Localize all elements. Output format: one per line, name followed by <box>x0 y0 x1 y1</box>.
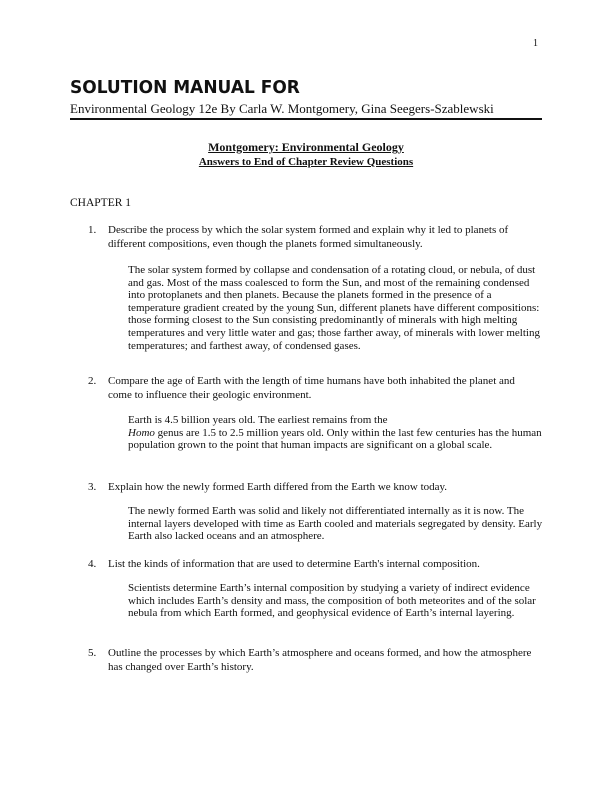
answer-italic-genus: Homo <box>128 426 155 439</box>
question-2 <box>88 374 538 402</box>
document-title: SOLUTION MANUAL FOR <box>70 77 300 99</box>
question-text: Outline the processes by which Earth’s atmosphere and oceans formed, and how the atmosphere has changed over Earth’s history. <box>108 647 532 673</box>
question-number: 1. <box>88 224 97 236</box>
chapter-heading: CHAPTER 1 <box>70 197 132 209</box>
question-number: 3. <box>88 481 97 493</box>
question-number: 4. <box>88 558 97 570</box>
question-text: List the kinds of information that are used to determine Earth's internal composition. <box>108 558 480 570</box>
answer-text-end: genus are 1.5 to 2.5 million years old. Only within the last few centuries has the human population grown to the point that human impacts are significant on a global scale. <box>128 426 542 452</box>
answer-2 <box>128 414 546 452</box>
question-text: Compare the age of Earth with the length of time humans have both inhabited the planet and come to influence their geologic environment. <box>108 375 515 401</box>
question-number: 2. <box>88 375 97 387</box>
question-1 <box>88 223 538 251</box>
section-heading: Answers to End of Chapter Review Questions <box>198 156 414 168</box>
question-5 <box>88 646 538 674</box>
answer-4: Scientists determine Earth’s internal composition by studying a variety of indirect evidence which includes Earth’s density and mass, the composition of both meteorites and of the solar nebula from which Earth formed, and geophysical evidence of Earth’s internal layering. <box>128 582 536 620</box>
question-4 <box>88 557 538 571</box>
book-title-line: Environmental Geology 12e By Carla W. Montgomery, Gina Seegers-Szablewski <box>70 101 494 116</box>
question-3 <box>88 480 538 494</box>
question-number: 5. <box>88 647 97 659</box>
course-heading: Montgomery: Environmental Geology <box>208 140 404 154</box>
answer-3: The newly formed Earth was solid and likely not differentiated internally as it is now. The internal layers developed with time as Earth cooled and materials segregated by density. Early Earth also lacked oceans and an atmosphere. <box>128 505 543 543</box>
question-text: Explain how the newly formed Earth differed from the Earth we know today. <box>108 481 448 493</box>
title-divider <box>70 118 542 120</box>
answer-text-start: Earth is 4.5 billion years old. The earliest remains from the <box>128 414 388 426</box>
question-text: Describe the process by which the solar system formed and explain why it led to planets of different compositions, even though the planets formed simultaneously. <box>108 224 509 250</box>
answer-1: The solar system formed by collapse and condensation of a rotating cloud, or nebula, of dust and gas. Most of the mass coalesced to form the Sun, and most of the remaining condensed into protoplanets and then planets. Because the planets formed in the presence of a temperature gradient created by the young Sun, different planets have different compositions: those forming closest to the Sun consisting predominantly of minerals with high melting temperatures and very little water and gas; those farther away, of minerals with lower melting temperatures; and farthest away, of condensed gases. <box>128 264 540 352</box>
page-number: 1 <box>533 38 538 49</box>
